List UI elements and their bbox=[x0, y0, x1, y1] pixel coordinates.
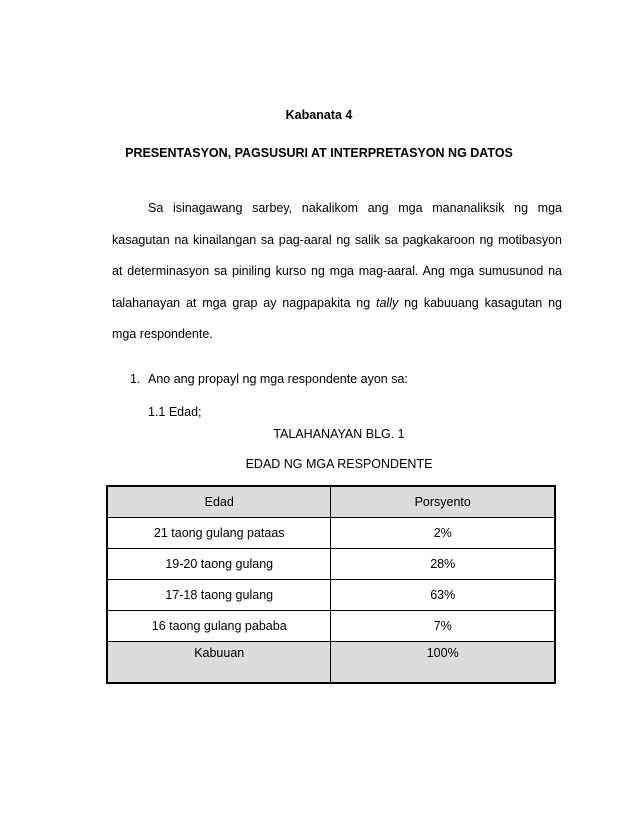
intro-text-end: ng kabuuang kasagutan ng mga respondente. bbox=[112, 295, 563, 341]
table-label: TALAHANAYAN BLG. 1 bbox=[273, 427, 405, 441]
table-total-row bbox=[107, 642, 555, 684]
row-percent: 7% bbox=[331, 611, 555, 642]
question-number: 1. bbox=[130, 372, 141, 386]
table-row bbox=[107, 580, 555, 611]
intro-italic-term: tally bbox=[376, 295, 399, 310]
row-percent: 28% bbox=[331, 549, 555, 580]
chapter-heading: Kabanata 4 bbox=[285, 108, 353, 122]
row-percent: 63% bbox=[331, 580, 555, 611]
table-title: EDAD NG MGA RESPONDENTE bbox=[245, 457, 433, 471]
intro-text-start: Sa isinagawang sarbey, nakalikom ang mga mananaliksik ng mga kasagutan na kinailangan sa pag-aaral ng salik sa pagkakaroon ng motibasyon at determinasyon sa piniling kurso ng mga mag-aaral. Ang mga sumusunod na talahanayan at mga grap ay nagpapakita ng bbox=[112, 201, 562, 310]
header-porsyento: Porsyento bbox=[331, 486, 555, 518]
total-label: Kabuuan bbox=[107, 642, 331, 684]
table-header-row bbox=[107, 486, 555, 518]
question-item bbox=[130, 372, 408, 386]
table-row bbox=[107, 518, 555, 549]
total-percent: 100% bbox=[331, 642, 555, 684]
row-age: 16 taong gulang pababa bbox=[107, 611, 331, 642]
row-age: 17-18 taong gulang bbox=[107, 580, 331, 611]
intro-paragraph bbox=[112, 193, 562, 351]
row-age: 19-20 taong gulang bbox=[107, 549, 331, 580]
chapter-title: PRESENTASYON, PAGSUSURI AT INTERPRETASYON NG DATOS bbox=[125, 146, 513, 160]
row-percent: 2% bbox=[331, 518, 555, 549]
table-row bbox=[107, 549, 555, 580]
header-edad: Edad bbox=[107, 486, 331, 518]
question-text: Ano ang propayl ng mga respondente ayon sa: bbox=[148, 372, 408, 386]
row-age: 21 taong gulang pataas bbox=[107, 518, 331, 549]
table-row bbox=[107, 611, 555, 642]
age-table bbox=[106, 485, 556, 684]
sub-item-age: 1.1 Edad; bbox=[148, 405, 202, 419]
